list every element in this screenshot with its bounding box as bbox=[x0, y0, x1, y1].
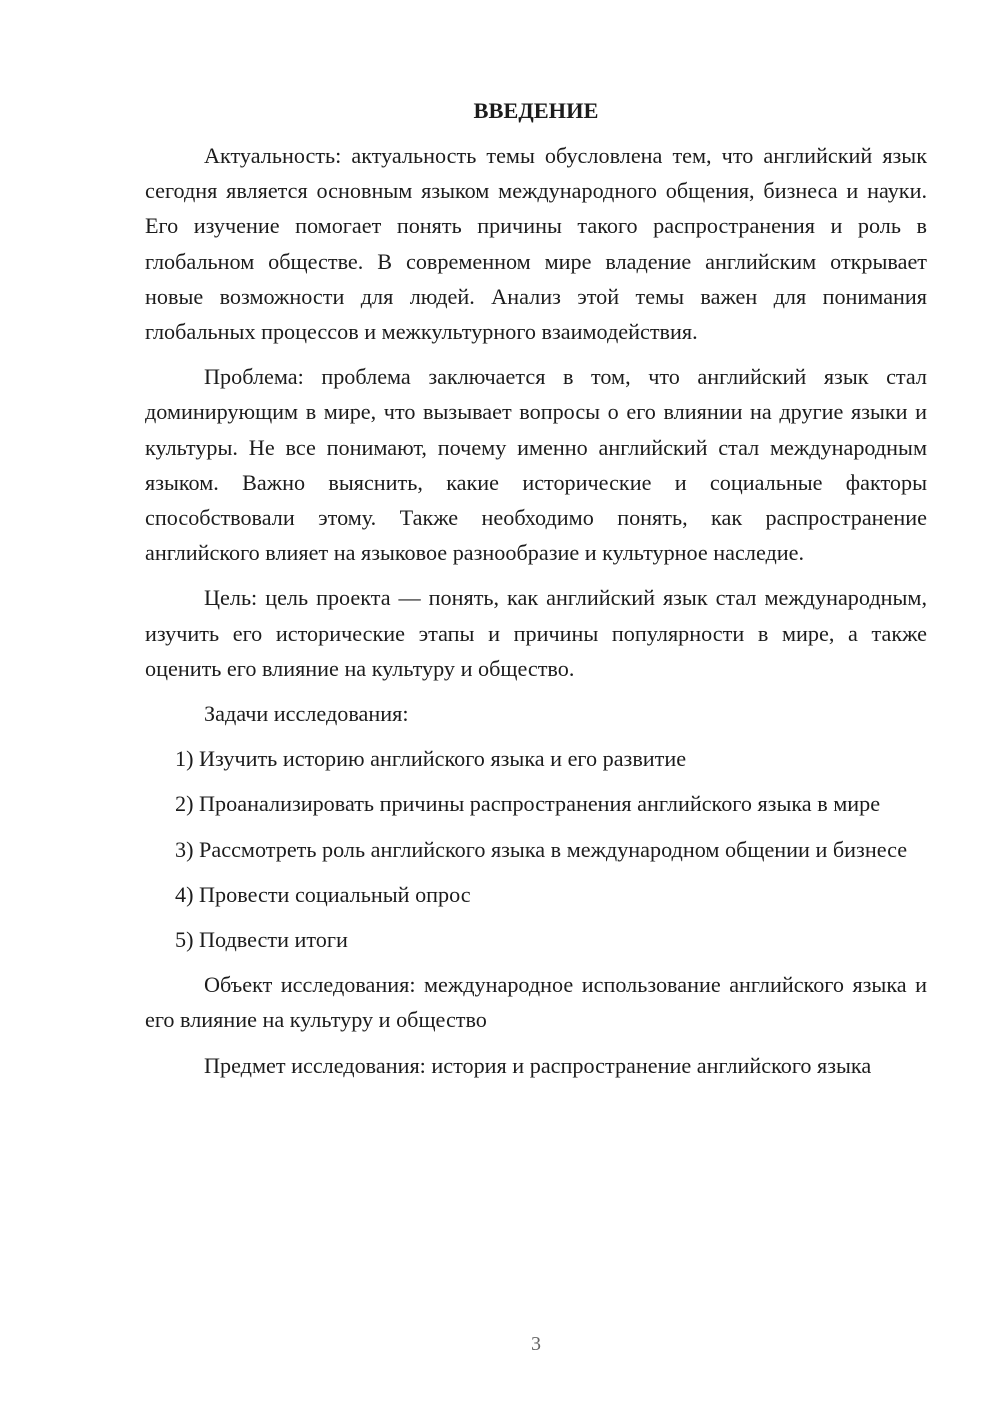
paragraph-object: Объект исследования: международное использование английского языка и его влияние на культуру и общество bbox=[145, 972, 927, 1033]
tasks-heading: Задачи исследования: bbox=[204, 701, 409, 727]
task-item: 2) Проанализировать причины распространения английского языка в мире bbox=[175, 791, 881, 817]
document-page bbox=[145, 96, 927, 1093]
paragraph-relevance: Актуальность: актуальность темы обусловлена тем, что английский язык сегодня является основным языком международного общения, бизнеса и науки. Его изучение помогает понять причины такого распространения и роль в глобальном обществе. В современном мире владение английским открывает новые возможности для людей. Анализ этой темы важен для понимания глобальных процессов и межкультурного взаимодействия. bbox=[145, 143, 927, 345]
paragraph-problem: Проблема: проблема заключается в том, что английский язык стал доминирующим в мире, что вызывает вопросы о его влиянии на другие языки и культуры. Не все понимают, почему именно английский стал международным языком. Важно выяснить, какие исторические и социальные факторы способствовали этому. Также необходимо понять, как распространение английского влияет на языковое разнообразие и культурное наследие. bbox=[145, 364, 927, 566]
page-title: ВВЕДЕНИЕ bbox=[473, 98, 599, 123]
page-number: 3 bbox=[531, 1333, 541, 1355]
task-item: 1) Изучить историю английского языка и его развитие bbox=[175, 746, 687, 772]
task-item: 4) Провести социальный опрос bbox=[175, 881, 471, 907]
task-item: 3) Рассмотреть роль английского языка в международном общении и бизнесе bbox=[175, 836, 908, 862]
tasks-list bbox=[145, 741, 927, 957]
task-item: 5) Подвести итоги bbox=[175, 927, 348, 953]
paragraph-subject: Предмет исследования: история и распространение английского языка bbox=[204, 1052, 872, 1078]
paragraph-goal: Цель: цель проекта — понять, как английский язык стал международным, изучить его исторические этапы и причины популярности в мире, а также оценить его влияние на культуру и общество. bbox=[145, 585, 927, 681]
